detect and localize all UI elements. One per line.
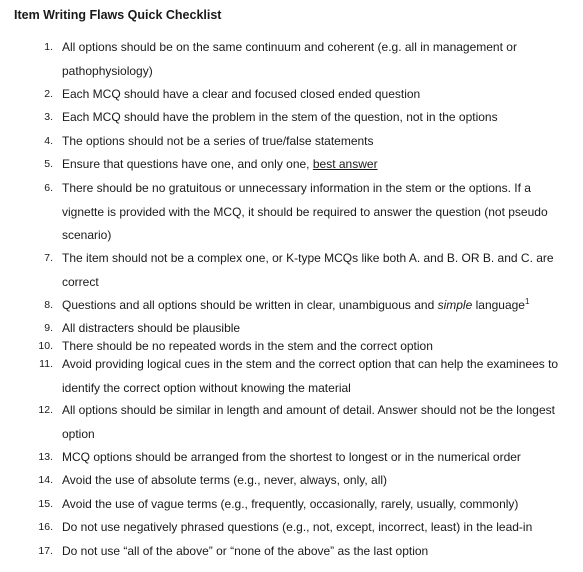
item-number: 7. [44, 252, 53, 264]
item-text: The item should not be a complex one, or K-type MCQs like both A. and B. OR B. and C. are correct [62, 251, 554, 289]
item-text: Each MCQ should have a clear and focused closed ended question [62, 87, 421, 101]
document-title: Item Writing Flaws Quick Checklist [14, 8, 222, 22]
item-number: 6. [44, 182, 53, 194]
item-text [62, 294, 562, 318]
item-text-tail: language [472, 298, 525, 312]
item-number: 14. [38, 474, 53, 486]
item-number: 10. [38, 340, 53, 352]
item-text: All options should be similar in length and amount of detail. Answer should not be the longest option [62, 403, 555, 441]
item-text [62, 153, 562, 177]
item-number: 2. [44, 88, 53, 100]
item-number: 3. [44, 111, 53, 123]
item-number: 17. [38, 545, 53, 557]
item-text: Do not use “all of the above” or “none of the above” as the last option [62, 544, 429, 558]
item-text: There should be no repeated words in the stem and the correct option [62, 339, 433, 353]
item-number: 5. [44, 158, 53, 170]
item-text: MCQ options should be arranged from the shortest to longest or in the numerical order [62, 450, 521, 464]
item-number: 15. [38, 498, 53, 510]
item-number: 1. [44, 41, 53, 53]
item-number: 12. [38, 404, 53, 416]
underlined-term: best answer [312, 157, 378, 171]
item-text: Do not use negatively phrased questions (e.g., not, except, incorrect, least) in the lead-in [62, 520, 533, 534]
item-number: 8. [44, 299, 53, 311]
item-text-main: Ensure that questions have one, and only one, [62, 157, 313, 171]
item-text-main: Questions and all options should be written in clear, unambiguous and [62, 298, 438, 312]
item-text: All distracters should be plausible [62, 321, 241, 335]
item-text: Avoid the use of absolute terms (e.g., never, always, only, all) [62, 473, 388, 487]
item-text: Avoid providing logical cues in the stem and the correct option that can help the examinees to identify the correct option without knowing the material [62, 357, 559, 395]
item-text: The options should not be a series of true/false statements [62, 134, 374, 148]
item-text: All options should be on the same continuum and coherent (e.g. all in management or pathophysiology) [62, 40, 517, 78]
item-number: 13. [38, 451, 53, 463]
item-number: 16. [38, 521, 53, 533]
italic-term: simple [437, 298, 473, 312]
item-text: Each MCQ should have the problem in the stem of the question, not in the options [62, 110, 498, 124]
item-number: 4. [44, 135, 53, 147]
item-text: Avoid the use of vague terms (e.g., frequently, occasionally, rarely, usually, commonly) [62, 497, 519, 511]
item-number: 11. [39, 358, 53, 370]
footnote-marker: 1 [524, 297, 530, 306]
item-text: There should be no gratuitous or unnecessary information in the stem or the options. If a vignette is provided with the MCQ, it should be required to answer the question (not pseudo scenario) [62, 181, 548, 242]
item-number: 9. [44, 322, 53, 334]
